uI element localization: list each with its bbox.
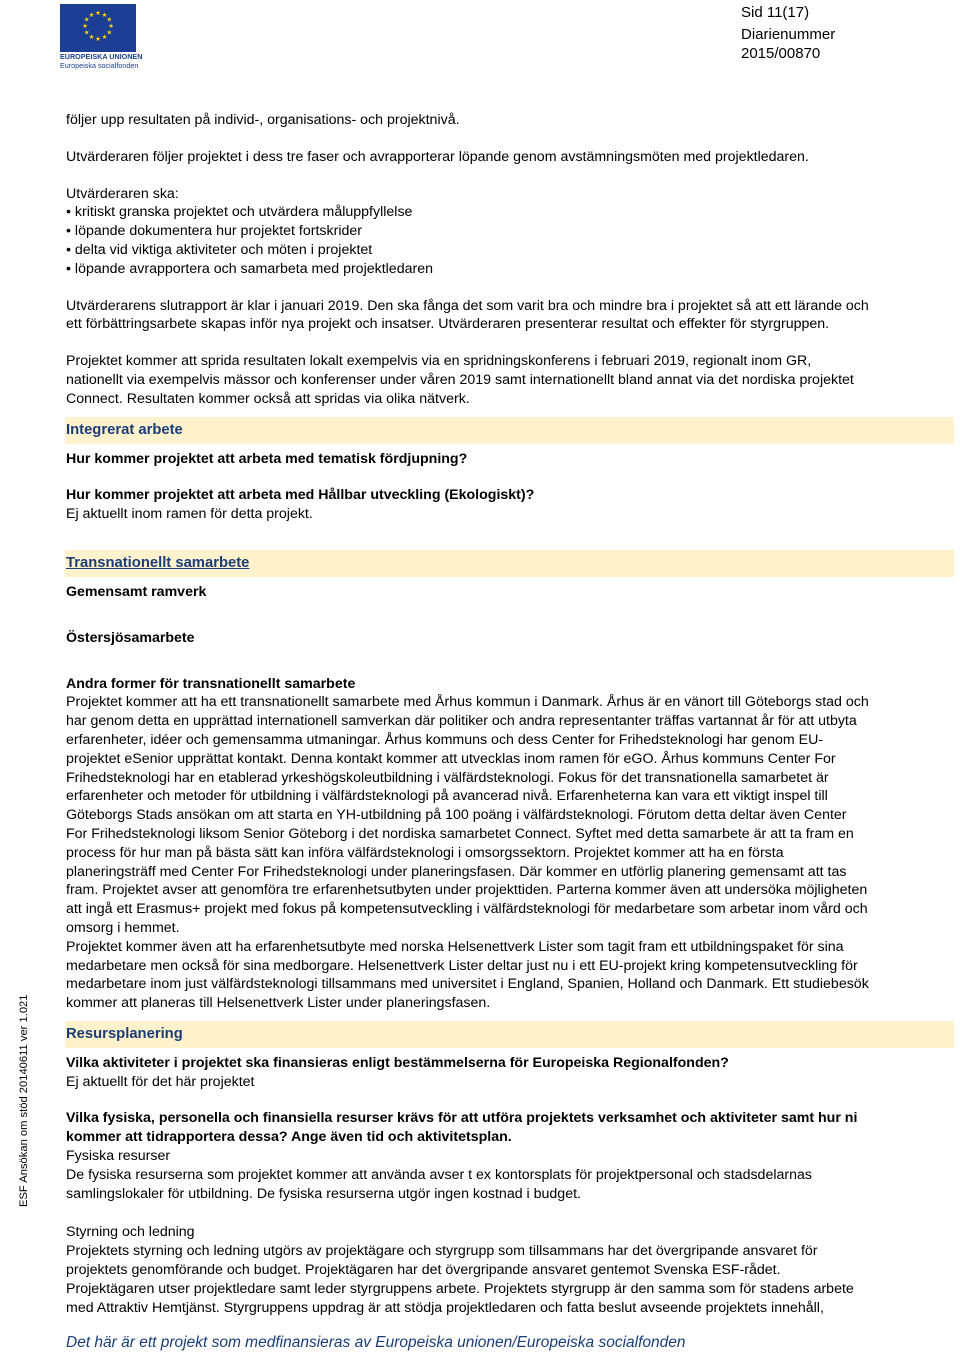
paragraph-line: planeringsträff med Center For Frihedsteknologi under planeringsfasen. Där kommer en utförlig planering gemensamt att tas [66, 863, 847, 880]
question: Hur kommer projektet att arbeta med tematisk fördjupning? [66, 450, 468, 467]
svg-text:★: ★ [88, 33, 95, 42]
subheading: Styrning och ledning [66, 1224, 195, 1241]
svg-text:★: ★ [106, 28, 113, 37]
paragraph: Utvärderaren ska: [66, 185, 179, 202]
question: Hur kommer projektet att arbeta med Hållbar utveckling (Ekologiskt)? [66, 487, 535, 504]
list-item: • löpande avrapportera och samarbeta med projektledaren [66, 260, 954, 279]
paragraph-line: medarbetare inom just välfärdsteknologi tillsammans med universitet i England, Spanien, Holland och Danmark. Ett studiebesök [66, 976, 869, 993]
page-header [741, 3, 835, 63]
paragraph: följer upp resultaten på individ-, organisations- och projektnivå. [66, 112, 460, 128]
paragraph-line: medarbetare men också för sina medborgare. Helsenettverk Lister deltar just nu i ett EU-projekt kring kompetensutveckling för [66, 957, 858, 974]
paragraph-line: Projektet kommer även att ha erfarenhetsutbyte med norska Helsenettverk Lister som tagit fram ett utbildningspaket för sina [66, 938, 844, 955]
subheading: Gemensamt ramverk [66, 583, 207, 600]
paragraph-line: erfarenheter och metoder för utbildning i välfärdsteknologi på avancerad nivå. Erfarenheterna kan vara ett viktigt inspel till [66, 788, 828, 805]
paragraph-line: Utvärderarens slutrapport är klar i januari 2019. Den ska fånga det som varit bra och mindre bra i projektet så att ett lärande och [66, 297, 869, 314]
paragraph: Utvärderaren följer projektet i dess tre faser och avrapporterar löpande genom avstämningsmöten med projektledaren. [66, 148, 809, 165]
paragraph-line: Frihedsteknologi har en etablerad yrkeshögskoleutbildning i välfärdsteknologi. Fokus för det transnationella samarbetet är [66, 769, 829, 786]
svg-text:★: ★ [88, 10, 95, 19]
section-header-transnationellt [65, 550, 954, 577]
paragraph-line: process för hur man på bästa sätt kan införa välfärdsteknologi i omsorgssektorn. Projektet kommer att ha en första [66, 844, 784, 861]
paragraph-line: att ingå ett Erasmus+ projekt med fokus på kompetensutveckling i välfärdsteknologi för medarbetare som arbetar inom vård och [66, 901, 868, 918]
section-title: Resursplanering [66, 1025, 183, 1042]
paragraph-line: har genom detta en upprättad internationell samverkan där politiker och andra representanter träffas vartannat år för att utbyta [66, 713, 857, 730]
document-body [66, 111, 954, 1317]
section-header-resursplanering [65, 1021, 954, 1048]
svg-text:★: ★ [106, 15, 113, 24]
svg-text:★: ★ [95, 35, 101, 43]
answer: Ej aktuellt för det här projektet [66, 1073, 255, 1090]
section-title: Transnationellt samarbete [66, 554, 250, 571]
paragraph-line: De fysiska resurserna som projektet kommer att använda avser t ex kontorsplats för projektpersonal och stadsdelarnas [66, 1166, 812, 1183]
eu-logo [60, 4, 143, 70]
paragraph-line: For Frihedsteknologi liksom Senior Göteborg i det nordiska samarbetet Connect. Syftet med detta samarbete är att ta fram en [66, 825, 854, 842]
side-version-text: ESF Ansökan om stöd 20140611 ver 1.021 [18, 994, 30, 1207]
svg-text:★: ★ [101, 10, 108, 19]
question-line: Vilka fysiska, personella och finansiella resurser krävs för att utföra projektets verksamhet och aktiviteter samt hur ni [66, 1110, 858, 1127]
paragraph-line: Projektägaren utser projektledare samt leder styrgruppens arbete. Projektets styrgrupp är den samma som för stadens arbete [66, 1280, 854, 1297]
paragraph-line: projektet eSenior upprättat kontakt. Denna kontakt kommer att utvecklas inom ramen för eGO. Århus kommuns Center For [66, 750, 836, 767]
paragraph-line: samlingslokaler för utbildning. De fysiska resurserna utgör ingen kostnad i budget. [66, 1185, 581, 1202]
paragraph-line: Projektet kommer att ha ett transnationellt samarbete med Århus kommun i Danmark. Århus är en vänort till Göteborgs stad och [66, 694, 869, 711]
paragraph-line: erfarenheter, idéer och gemensamma utmaningar. Århus kommuns och dess Center for Frihedsteknologi har genom EU- [66, 731, 824, 748]
logo-line-2: Europeiska socialfonden [60, 61, 139, 70]
subheading: Östersjösamarbete [66, 629, 195, 646]
paragraph-line: Projektet kommer att sprida resultaten lokalt exempelvis via en spridningskonferens i februari 2019, regionalt inom GR, [66, 353, 812, 370]
paragraph-line: Connect. Resultaten kommer också att spridas via olika nätverk. [66, 390, 470, 407]
bullet-list [66, 203, 954, 278]
eu-flag-icon [60, 4, 136, 52]
svg-text:★: ★ [83, 15, 90, 24]
svg-text:★: ★ [108, 22, 114, 30]
paragraph-line: med Attraktiv Hemtjänst. Styrgruppens uppdrag är att stödja projektledaren och fatta beslut avseende projektets innehåll, [66, 1299, 824, 1316]
subheading: Andra former för transnationellt samarbete [66, 675, 356, 692]
section-title: Integrerat arbete [66, 421, 183, 438]
section-header-integrerat [65, 417, 954, 444]
paragraph-line: omsorg i hemmet. [66, 919, 180, 936]
paragraph-line: kommer att planeras till Helsenettverk Lister under planeringsfasen. [66, 995, 491, 1012]
svg-text:★: ★ [101, 33, 108, 42]
list-item: • delta vid viktiga aktiviteter och möten i projektet [66, 241, 954, 260]
paragraph-line: fram. Projektet avser att genomföra tre erfarenhetsutbyten under projekttiden. Parterna kommer även att undersöka möjligheten [66, 882, 868, 899]
page-footer: Det här är ett projekt som medfinansieras av Europeiska unionen/Europeiska socialfonden [66, 1334, 686, 1351]
logo-line-1: EUROPEISKA UNIONEN [60, 52, 143, 61]
svg-text:★: ★ [82, 22, 88, 30]
question-line: kommer att tidrapportera dessa? Ange även tid och aktivitetsplan. [66, 1129, 512, 1146]
paragraph-line: nationellt via exempelvis mässor och konferenser under våren 2019 samt internationellt bland annat via det nordiska projektet [66, 371, 854, 388]
diarienummer-value: 2015/00870 [741, 45, 821, 62]
paragraph-line: ett förbättringsarbete skapas inför nya projekt och insatser. Utvärderaren presenterar resultat och effekter för styrgruppen. [66, 316, 830, 333]
list-item: • kritiskt granska projektet och utvärdera måluppfyllelse [66, 203, 954, 222]
question: Vilka aktiviteter i projektet ska finansieras enligt bestämmelserna för Europeiska Regionalfonden? [66, 1054, 729, 1071]
paragraph-line: Göteborgs Stads ansökan om att starta en YH-utbildning på 100 poäng i välfärdsteknologi. Förutom detta deltar även Center [66, 807, 847, 824]
subheading: Fysiska resurser [66, 1148, 171, 1165]
answer: Ej aktuellt inom ramen för detta projekt. [66, 506, 313, 523]
diarienummer-label: Diarienummer [741, 26, 836, 43]
page-number: Sid 11(17) [741, 4, 810, 21]
svg-text:★: ★ [95, 9, 101, 17]
svg-text:★: ★ [83, 28, 90, 37]
list-item: • löpande dokumentera hur projektet fortskrider [66, 222, 954, 241]
paragraph-line: projektets genomförande och budget. Projektägaren har det övergripande ansvaret gentemot Svenska ESF-rådet. [66, 1262, 781, 1279]
paragraph-line: Projektets styrning och ledning utgörs av projektägare och styrgrupp som tillsammans har det övergripande ansvaret för [66, 1243, 818, 1260]
